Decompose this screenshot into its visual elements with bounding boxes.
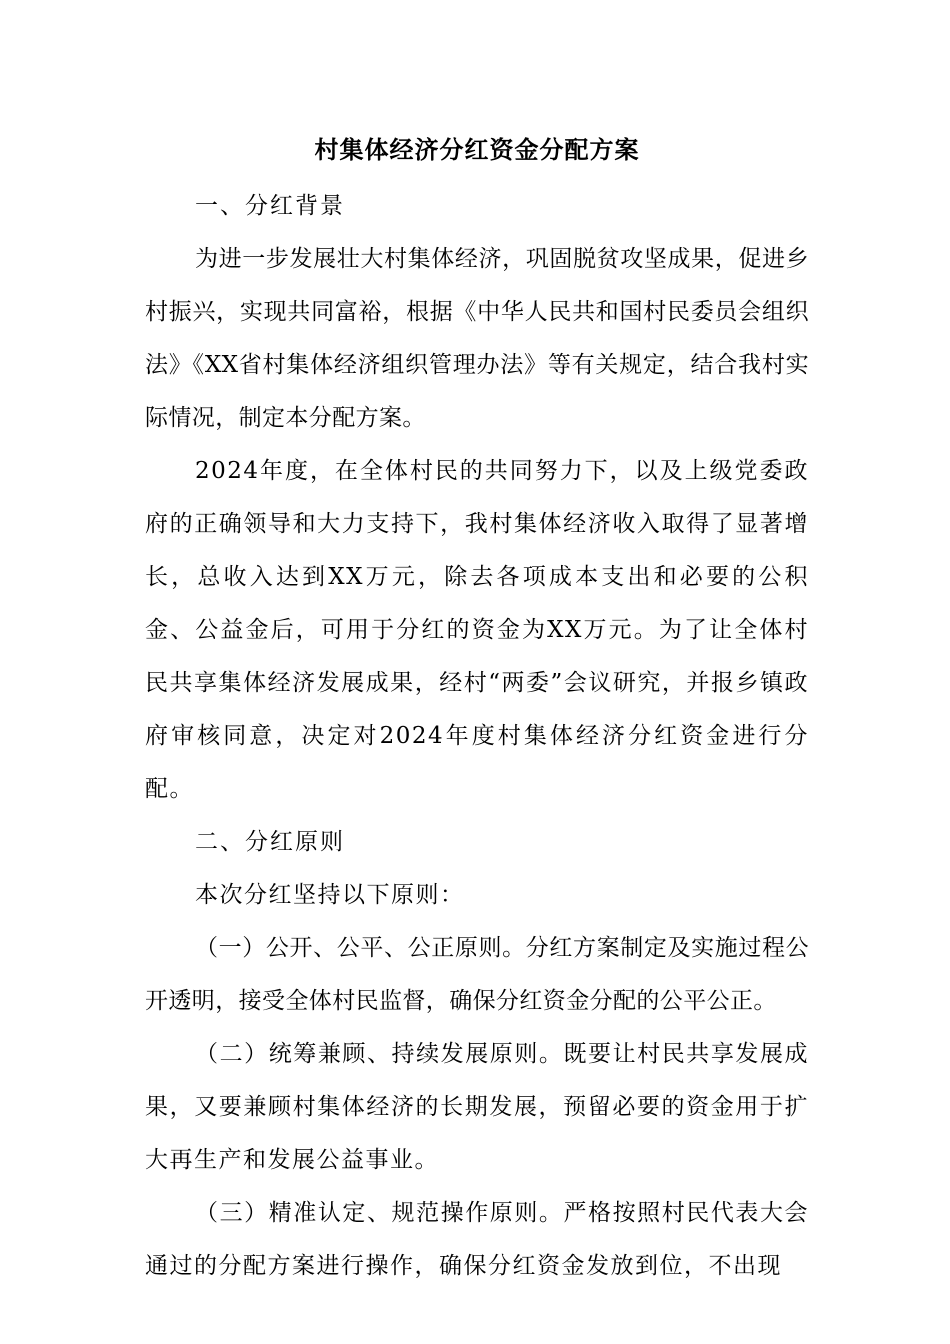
document-page xyxy=(145,126,809,1293)
section-principles xyxy=(145,816,809,1293)
paragraph-principles-intro: 本次分红坚持以下原则： xyxy=(195,882,465,908)
section-background xyxy=(145,180,809,816)
paragraph-principle-1: （一）公开、公平、公正原则。分红方案制定及实施过程公开透明，接受全体村民监督，确保分红资金分配的公平公正。 xyxy=(145,935,809,1014)
paragraph-background-purpose: 为进一步发展壮大村集体经济，巩固脱贫攻坚成果，促进乡村振兴，实现共同富裕，根据《中华人民共和国村民委员会组织法》《XX省村集体经济组织管理办法》等有关规定，结合我村实际情况，制定本分配方案。 xyxy=(145,246,809,431)
paragraph-principle-2: （二）统筹兼顾、持续发展原则。既要让村民共享发展成果，又要兼顾村集体经济的长期发展，预留必要的资金用于扩大再生产和发展公益事业。 xyxy=(145,1041,809,1173)
section-heading-principles: 二、分红原则 xyxy=(195,829,345,855)
paragraph-background-2024: 2024年度，在全体村民的共同努力下，以及上级党委政府的正确领导和大力支持下，我村集体经济收入取得了显著增长，总收入达到XX万元，除去各项成本支出和必要的公积金、公益金后，可用于分红的资金为XX万元。为了让全体村民共享集体经济发展成果，经村“两委”会议研究，并报乡镇政府审核同意，决定对2024年度村集体经济分红资金进行分配。 xyxy=(145,458,809,802)
document-title: 村集体经济分红资金分配方案 xyxy=(314,135,640,164)
section-heading-background: 一、分红背景 xyxy=(195,193,345,219)
paragraph-principle-3: （三）精准认定、规范操作原则。严格按照村民代表大会通过的分配方案进行操作，确保分红资金发放到位，不出现 xyxy=(145,1200,809,1279)
